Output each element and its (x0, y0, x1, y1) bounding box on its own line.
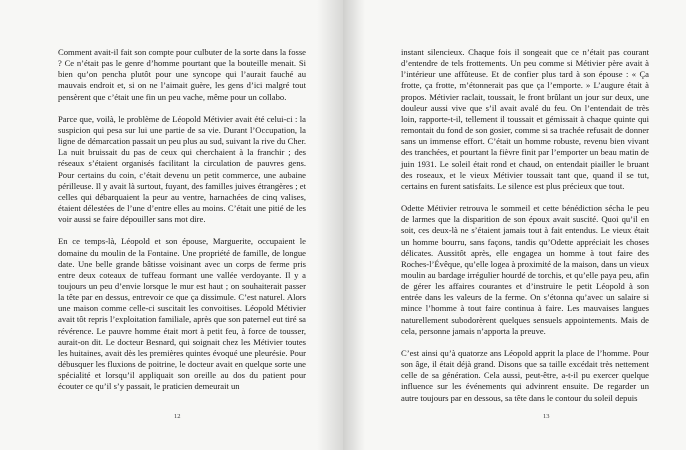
left-page-text (58, 47, 306, 404)
paragraph: Parce que, voilà, le problème de Léopold Métivier avait été celui-ci : la suspicion qui pesa sur lui une partie de sa vie. Durant l’Occupation, la ligne de démarcation passait un peu plus au sud, suivant la rive du Cher. La nuit bruissait du pas de ceux qui cherchaient à la franchir ; des réseaux s’étaient organisés facilitant la circulation de pauvres gens. Pour certains du coin, c’était devenu un petit commerce, une aubaine périlleuse. Il y avait là surtout, fuyant, des familles juives étrangères ; et celles qui débarquaient la peur au ventre, harnachées de cinq valises, étaient délestées de l’une d’entre elles au moins. C’était une pitié de les voir aussi se faire dépouiller sans mot dire. (58, 113, 306, 225)
right-page (343, 0, 686, 450)
page-number: 13 (543, 413, 550, 420)
paragraph: En ce temps-là, Léopold et son épouse, Marguerite, occupaient le domaine du moulin de la Fontaine. Une propriété de famille, de longue date. Une belle grande bâtisse voisinant avec un corps de ferme pris entre deux coteaux de tuffeau formant une vallée verdoyante. Il y a toujours un peu d’envie lorsque le mur est haut ; on souhaiterait passer la tête par en dessus, entrevoir ce que ça dissimule. C’est naturel. Alors une maison comme celle-ci suscitait les convoitises. Léopold Métivier avait tôt repris l’exploitation familiale, après que son paternel eut tiré sa révérence. Le pauvre homme était mort à petit feu, à force de tousser, aurait-on dit. Le docteur Besnard, qui soignait chez les Métivier toutes les huitaines, avait dès les premières quintes évoqué une pleurésie. Pour débusquer les fluxions de poitrine, le docteur avait en quelque sorte une spécialité et lorsqu’il appliquait son oreille au dos du patient pour écouter ce qu’il s’y passait, le praticien demeurait un (58, 236, 306, 392)
right-page-text (401, 47, 649, 415)
page-number: 12 (174, 413, 181, 420)
paragraph: instant silencieux. Chaque fois il songeait que ce n’était pas courant d’entendre de tels frottements. Un peu comme si Métivier père avait à l’intérieur une affûteuse. Et de confier plus tard à son épouse : « Ça frotte, ça frotte, m’étonnerait pas que ça l’emporte. » L’augure était à propos. Métivier raclait, toussait, le front brûlant un jour sur deux, une douleur aussi vive que s’il avait avalé du feu. On l’entendait de très loin, rapporte-t-il, tellement il toussait et gémissait à chaque quinte qui remontait du fond de son gosier, comme si sa trachée refusait de donner sans un immense effort. C’était un homme robuste, revenu bien vivant des tranchées, et pourtant la fièvre finit par l’emporter un beau matin de juin 1931. Le soleil était rond et chaud, on entendait piailler le bruant des roseaux, et le vieux Métivier toussait tant que, quand il se tut, certains en furent satisfaits. Le silence est plus précieux que tout. (401, 47, 649, 191)
paragraph: Odette Métivier retrouva le sommeil et cette bénédiction sécha le peu de larmes que la disparition de son époux avait suscité. Quoi qu’il en soit, ces deux-là ne s’étaient jamais tout à fait entendus. Le vieux était un homme bourru, sans façons, tandis qu’Odette appréciait les choses délicates. Aussitôt après, elle engagea un homme à tout faire des Roches-l’Évêque, qu’elle logea à proximité de la maison, dans un vieux moulin au bardage irrégulier hourdé de torchis, et qu’elle paya peu, afin de gérer les affaires courantes et d’instruire le petit Léopold à son entrée dans les valeurs de la ferme. On s’étonna qu’avec un salaire si mince l’homme à tout faire continua à faire. Les mauvaises langues naturellement subodorèrent quelques sensuels appointements. Mais de cela, personne jamais n’apporta la preuve. (401, 203, 649, 336)
paragraph: Comment avait-il fait son compte pour culbuter de la sorte dans la fosse ? Ce n’était pas le genre d’homme pourtant que la bouteille menait. Si bien qu’on pencha plutôt pour une syncope qui l’aurait fauché au mauvais endroit et, si on ne l’aimait guère, les gens d’ici malgré tout pensèrent que c’était une fin un peu vache, même pour un collabo. (58, 47, 306, 102)
paragraph: C’est ainsi qu’à quatorze ans Léopold apprit la place de l’homme. Pour son âge, il était déjà grand. Disons que sa taille excédait très nettement celle de sa génération. Cela aussi, peut-être, a-t-il pu exercer quelque influence sur les événements qui advinrent ensuite. De regarder un autre toujours par en dessous, sa tête dans le contour du soleil depuis (401, 347, 649, 403)
